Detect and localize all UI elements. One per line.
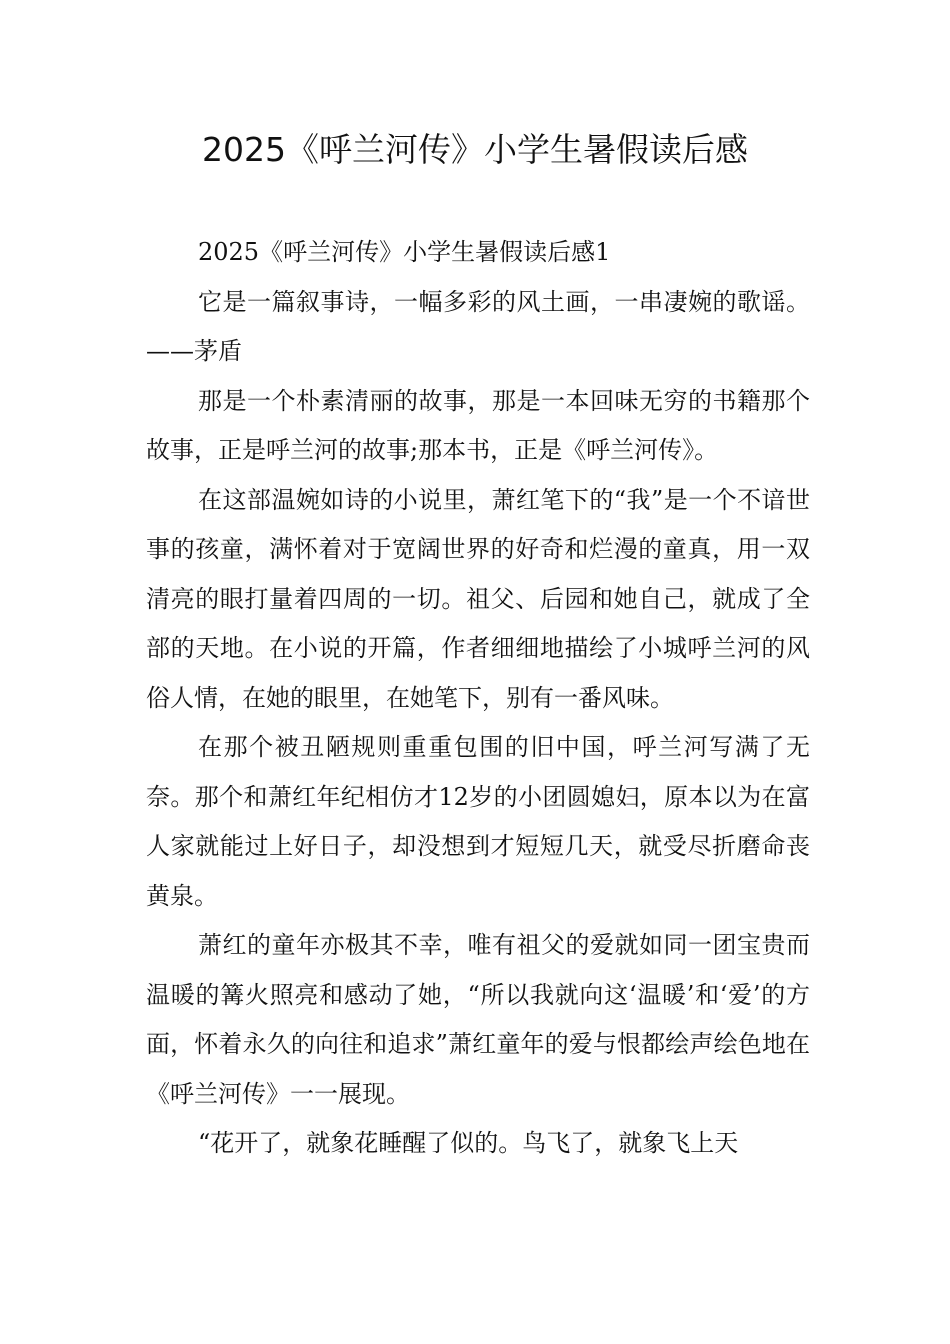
- document-title: 2025《呼兰河传》小学生暑假读后感: [202, 130, 748, 169]
- paragraph: 在这部温婉如诗的小说里，萧红笔下的“我”是一个不谙世事的孩童，满怀着对于宽阔世界的好奇和烂漫的童真，用一双清亮的眼打量着四周的一切。祖父、后园和她自己，就成了全部的天地。在小说的开篇，作者细细地描绘了小城呼兰河的风俗人情，在她的眼里，在她笔下，别有一番风味。: [146, 485, 810, 712]
- paragraph-subtitle: 2025《呼兰河传》小学生暑假读后感1: [198, 238, 611, 266]
- document-body: [146, 228, 810, 1168]
- paragraph: 萧红的童年亦极其不幸，唯有祖父的爱就如同一团宝贵而温暖的篝火照亮和感动了她，“所以我就向这‘温暖’和‘爱’的方面，怀着永久的向往和追求”萧红童年的爱与恨都绘声绘色地在《呼兰河传》一一展现。: [146, 931, 810, 1108]
- paragraph-continued: “花开了，就象花睡醒了似的。鸟飞了，就象飞上天: [198, 1129, 739, 1157]
- paragraph-quote: 它是一篇叙事诗，一幅多彩的风土画，一串凄婉的歌谣。——茅盾: [146, 287, 810, 365]
- paragraph: 在那个被丑陋规则重重包围的旧中国，呼兰河写满了无奈。那个和萧红年纪相仿才12岁的小团圆媳妇，原本以为在富人家就能过上好日子，却没想到才短短几天，就受尽折磨命丧黄泉。: [146, 733, 810, 910]
- paragraph: 那是一个朴素清丽的故事，那是一本回味无穷的书籍那个故事，正是呼兰河的故事;那本书，正是《呼兰河传》。: [146, 386, 810, 464]
